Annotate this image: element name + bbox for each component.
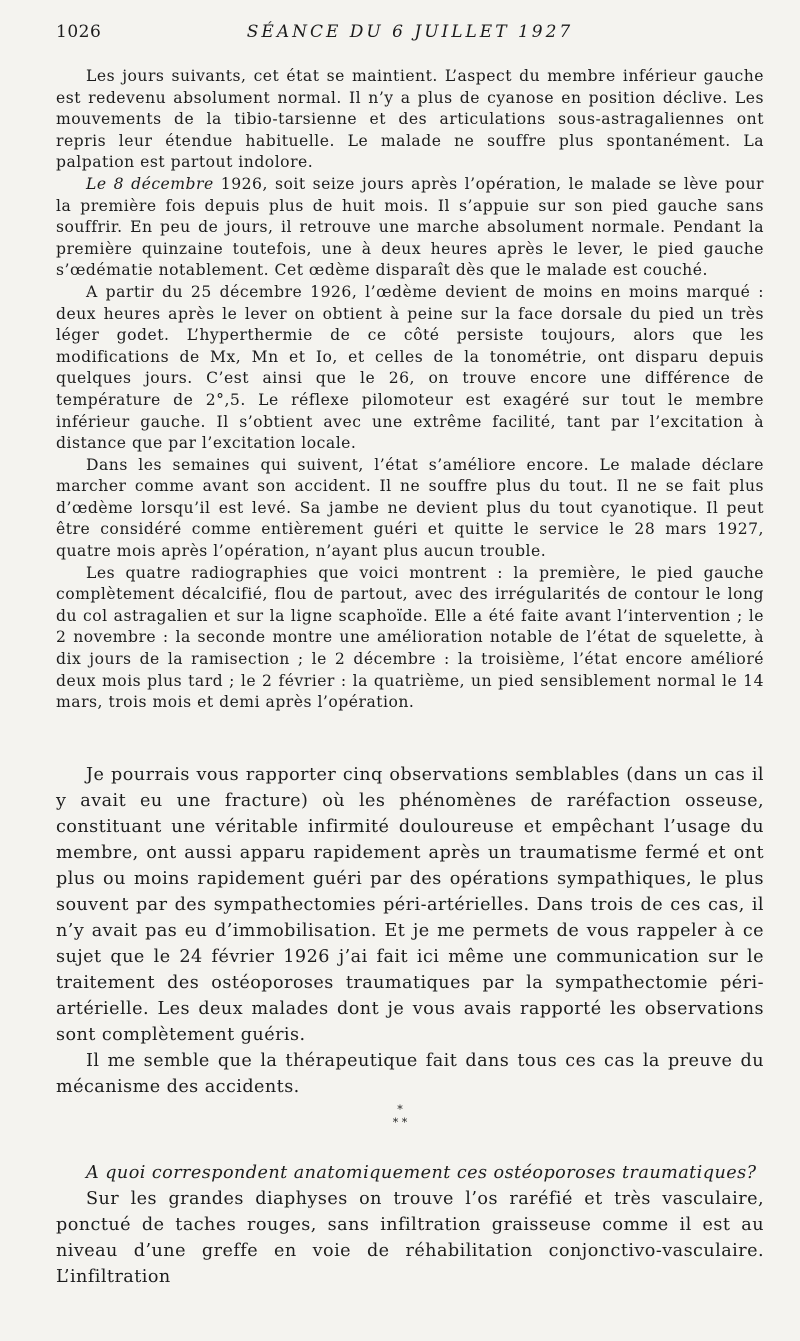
paragraph: Les jours suivants, cet état se maintient. L’aspect du membre inférieur gauche est redevenu absolument normal. Il n’y a plus de cyanose en position déclive. Les mouvements de la tibio-tarsienne et des articulations sous-astragaliennes ont repris leur étendue habituelle. Le malade ne souffre plus spontanément. La palpation est partout indolore. [56, 67, 764, 172]
anatomy-section [56, 1160, 764, 1290]
page-number: 1026 [56, 22, 102, 42]
paragraph: Dans les semaines qui suivent, l’état s’améliore encore. Le malade déclare marcher comme avant son accident. Il ne souffre plus du tout. Il ne se fait plus d’œdème lorsqu’il est levé. Sa jambe ne devient plus du tout cyanotique. Il peut être considéré comme entièrement guéri et quitte le service le 28 mars 1927, quatre mois après l’opération, n’ayant plus aucun trouble. [56, 455, 764, 561]
discussion-block [56, 762, 764, 1100]
paragraph: Je pourrais vous rapporter cinq observations semblables (dans un cas il y avait eu une fracture) où les phénomènes de raréfaction osseuse, constituant une véritable infirmité douloureuse et empêchant l’usage du membre, ont aussi apparu rapidement après un traumatisme fermé et ont plus ou moins rapidement guéri par des opérations sympathiques, le plus souvent par des sympathectomies péri-artérielles. Dans trois de ces cas, il n’y avait pas eu d’immobilisation. Et je me permets de vous rappeler à ce sujet que le 24 février 1926 j’ai fait ici même une communication sur le traitement des ostéoporoses traumatiques par la sympathectomie péri-artérielle. Les deux malades dont je vous avais rapporté les observations sont complètement guéris. [56, 765, 764, 1045]
running-head: SÉANCE DU 6 JUILLET 1927 [246, 22, 574, 42]
paragraph: Sur les grandes diaphyses on trouve l’os raréfié et très vasculaire, ponctué de taches rouges, sans infiltration graisseuse comme il est au niveau d’une greffe en voie de réhabilitation conjonctivo-vasculaire. L’infiltration [56, 1189, 764, 1287]
section-question: A quoi correspondent anatomiquement ces ostéoporoses traumatiques? [86, 1163, 757, 1183]
paragraph: Le 8 décembre 1926, soit seize jours après l’opération, le malade se lève pour la première fois depuis plus de huit mois. Il s’appuie sur son pied gauche sans souffrir. En peu de jours, il retrouve une marche absolument normale. Pendant la première quinzaine toutefois, une à deux heures après le lever, le pied gauche s’œdématie notablement. Cet œdème disparaît dès que le malade est couché. [56, 174, 764, 280]
section-break-asterism: * * * [392, 1103, 408, 1129]
paragraph: Les quatre radiographies que voici montrent : la première, le pied gauche complètement décalcifié, flou de partout, avec des irrégularités de contour le long du col astragalien et sur la ligne scaphoïde. Elle a été faite avant l’intervention ; le 2 novembre : la seconde montre une amélioration notable de l’état de squelette, à dix jours de la ramisection ; le 2 décembre : la troisième, l’état encore amélioré deux mois plus tard ; le 2 février : la quatrième, un pied sensiblement normal le 14 mars, trois mois et demi après l’opération. [56, 563, 764, 712]
date-lead: Le 8 décembre [86, 174, 214, 193]
page-header [56, 22, 764, 46]
paragraph: Il me semble que la thérapeutique fait dans tous ces cas la preuve du mécanisme des accidents. [56, 1051, 764, 1097]
case-report-block [56, 66, 764, 714]
paragraph: A partir du 25 décembre 1926, l’œdème devient de moins en moins marqué : deux heures après le lever on obtient à peine sur la face dorsale du pied un très léger godet. L’hyperthermie de ce côté persiste toujours, alors que les modifications de Mx, Mn et Io, et celles de la tonométrie, ont disparu depuis quelques jours. C’est ainsi que le 26, on trouve encore une différence de température de 2°,5. Le réflexe pilomoteur est exagéré sur tout le membre inférieur gauche. Il s’obtient avec une extrême facilité, tant par l’excitation à distance que par l’excitation locale. [56, 282, 764, 453]
